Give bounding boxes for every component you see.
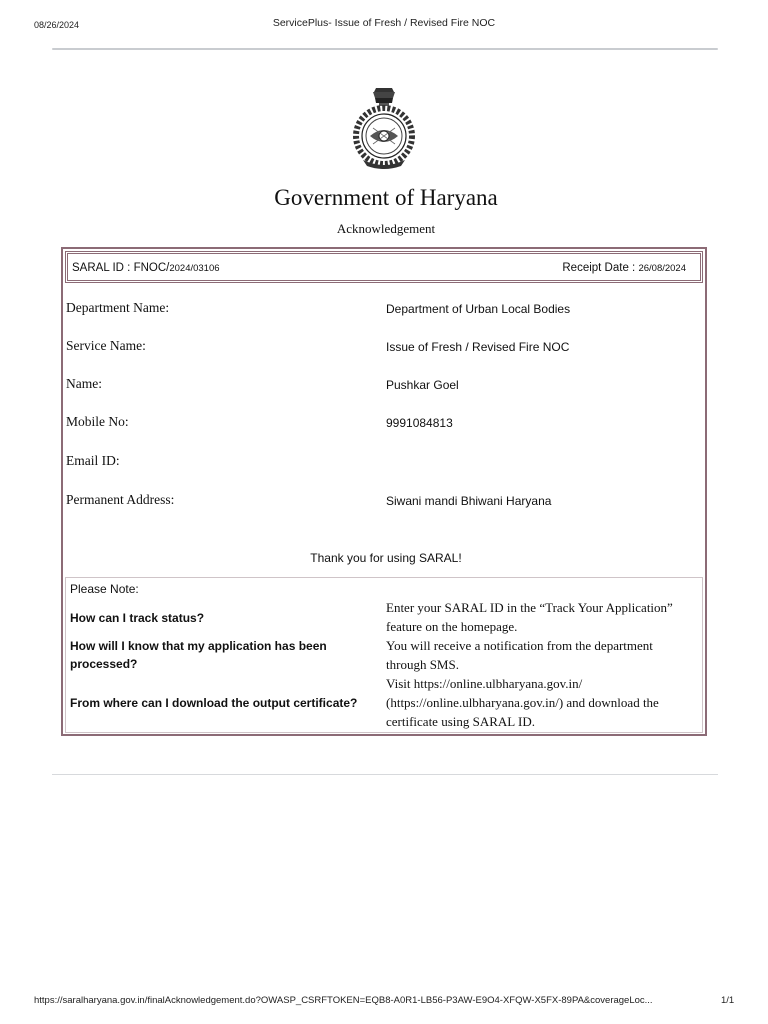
page-title: Government of Haryana bbox=[274, 185, 498, 210]
note-question: How can I track status? bbox=[70, 611, 205, 625]
note-question: How will I know that my application has been processed? bbox=[70, 639, 327, 671]
receipt-header bbox=[65, 251, 703, 283]
permanent-address-value: Siwani mandi Bhiwani Haryana bbox=[386, 494, 552, 508]
page-subtitle: Acknowledgement bbox=[336, 221, 436, 236]
notes-heading: Please Note: bbox=[70, 582, 139, 596]
department-name-value: Department of Urban Local Bodies bbox=[386, 302, 571, 316]
mobile-no-label: Mobile No: bbox=[66, 414, 129, 429]
saral-id: SARAL ID : FNOC/2024/03106 bbox=[72, 262, 220, 274]
name-label: Name: bbox=[66, 376, 102, 391]
receipt-date: Receipt Date : 26/08/2024 bbox=[562, 262, 686, 274]
note-question: From where can I download the output certificate? bbox=[70, 696, 358, 710]
note-answer: Enter your SARAL ID in the “Track Your Application” feature on the homepage. bbox=[386, 600, 673, 634]
notes-section bbox=[65, 577, 703, 733]
print-date: 08/26/2024 bbox=[34, 20, 80, 30]
acknowledgement-box bbox=[61, 247, 707, 736]
email-id-label: Email ID: bbox=[66, 453, 120, 468]
bottom-divider bbox=[52, 774, 718, 775]
note-answer: Visit https://online.ulbharyana.gov.in/ (https://online.ulbharyana.gov.in/) and download the certificate using SARAL ID. bbox=[386, 676, 659, 729]
service-name-value: Issue of Fresh / Revised Fire NOC bbox=[386, 340, 570, 354]
top-divider bbox=[52, 48, 718, 50]
page-number: 1/1 bbox=[721, 995, 735, 1006]
print-url: https://saralharyana.gov.in/finalAcknowledgement.do?OWASP_CSRFTOKEN=EQB8-A0R1-LB56-P3AW-E9O4-XFQW-X5FX-89PA&coverageLoc... bbox=[34, 995, 653, 1006]
note-answer: You will receive a notification from the department through SMS. bbox=[386, 638, 653, 672]
print-page-title: ServicePlus- Issue of Fresh / Revised Fire NOC bbox=[272, 17, 496, 29]
name-value: Pushkar Goel bbox=[386, 378, 459, 392]
department-name-label: Department Name: bbox=[66, 300, 170, 315]
permanent-address-label: Permanent Address: bbox=[66, 492, 175, 507]
thank-you-message: Thank you for using SARAL! bbox=[310, 551, 462, 565]
haryana-state-emblem-icon bbox=[349, 84, 419, 172]
mobile-no-value: 9991084813 bbox=[386, 416, 453, 430]
service-name-label: Service Name: bbox=[66, 338, 146, 353]
